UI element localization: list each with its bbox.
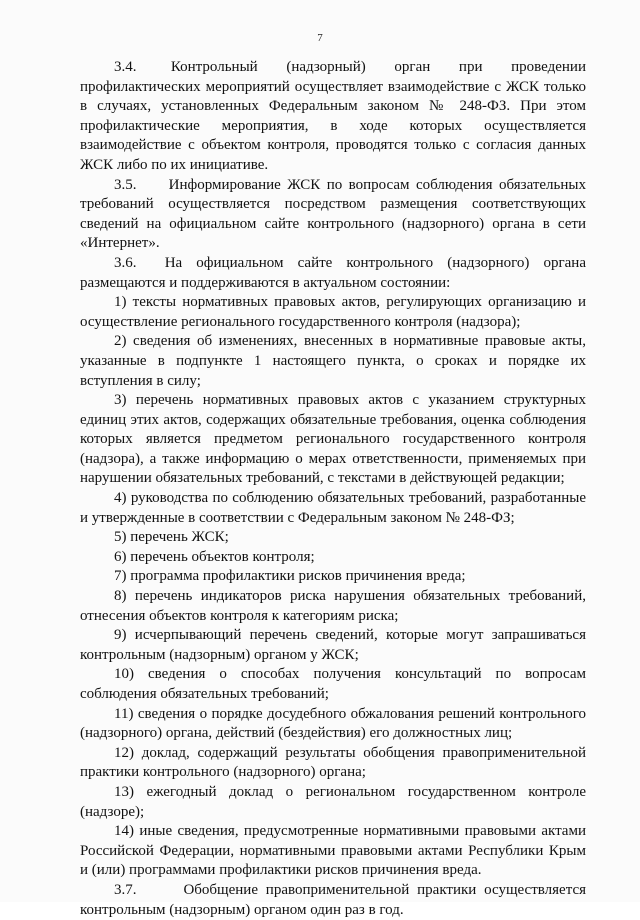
paragraph-3-5: 3.5. Информирование ЖСК по вопросам соблюдения обязательных требований осуществляется посредством размещения соответствующих сведений на официальном сайте контрольного (надзорного) органа в сети «Интернет». [80, 176, 586, 252]
list-item-1: 1) тексты нормативных правовых актов, регулирующих организацию и осуществление регионального государственного контроля (надзора); [80, 294, 586, 330]
list-item-4: 4) руководства по соблюдению обязательных требований, разработанные и утвержденные в соответствии с Федеральным законом № 248-ФЗ; [80, 490, 586, 526]
page-number: 7 [317, 32, 323, 44]
list-item-5: 5) перечень ЖСК; [114, 529, 229, 546]
list-item-6: 6) перечень объектов контроля; [114, 548, 315, 565]
list-item-14: 14) иные сведения, предусмотренные нормативными правовыми актами Российской Федерации, нормативными правовыми актами Республики Крым и (или) программами профилактики рисков причинения вреда. [80, 823, 586, 879]
list-item-12: 12) доклад, содержащий результаты обобщения правоприменительной практики контрольного (надзорного) органа; [80, 744, 586, 781]
list-item-8: 8) перечень индикаторов риска нарушения обязательных требований, отнесения объектов контроля к категориям риска; [80, 588, 586, 624]
paragraph-3-7: 3.7. Обобщение правоприменительной практики осуществляется контрольным (надзорным) органом один раз в год. [80, 881, 586, 918]
list-item-7: 7) программа профилактики рисков причинения вреда; [114, 568, 466, 585]
paragraph-3-6: 3.6. На официальном сайте контрольного (надзорного) органа размещаются и поддерживаются в актуальном состоянии: [80, 254, 586, 291]
list-item-13: 13) ежегодный доклад о региональном государственном контроле (надзоре); [80, 783, 586, 820]
list-item-2: 2) сведения об изменениях, внесенных в нормативные правовые акты, указанные в подпункте 1 настоящего пункта, о сроках и порядке их вступления в силу; [80, 333, 586, 389]
paragraph-3-4: 3.4. Контрольный (надзорный) орган при проведении профилактических мероприятий осуществляет взаимодействие с ЖСК только в случаях, установленных Федеральным законом № 248-ФЗ. При этом профилактические мероприятия, в ходе которых осуществляется взаимодействие с объектом контроля, проводятся только с согласия данных ЖСК либо по их инициативе. [80, 59, 586, 173]
document-body [80, 58, 586, 920]
list-item-11: 11) сведения о порядке досудебного обжалования решений контрольного (надзорного) органа, действий (бездействия) его должностных лиц; [80, 705, 586, 742]
list-item-10: 10) сведения о способах получения консультаций по вопросам соблюдения обязательных требований; [80, 666, 586, 702]
list-item-9: 9) исчерпывающий перечень сведений, которые могут запрашиваться контрольным (надзорным) органом у ЖСК; [80, 627, 586, 663]
list-item-3: 3) перечень нормативных правовых актов с указанием структурных единиц этих актов, содержащих обязательные требования, оценка соблюдения которых является предметом регионального государственного контроля (надзора), а также информацию о мерах ответственности, применяемых при нарушении обязательных требований, с текстами в действующей редакции; [80, 392, 586, 487]
